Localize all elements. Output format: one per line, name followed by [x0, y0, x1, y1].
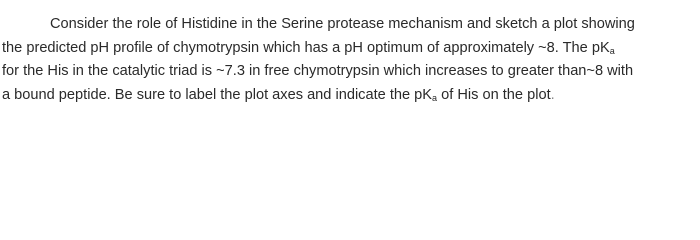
- question-line-3: for the His in the catalytic triad is ~7.3 in free chymotrypsin which increases to greater than~8 with: [2, 63, 634, 79]
- pka-subscript: a: [609, 45, 615, 56]
- question-line-4: [2, 84, 696, 108]
- question-line-4-period: .: [550, 86, 555, 103]
- question-line-2-text: the predicted pH profile of chymotrypsin which has a pH optimum of approximately ~8. The pK: [2, 39, 610, 56]
- question-line-2: [2, 37, 696, 61]
- question-line-4-text: a bound peptide. Be sure to label the plot axes and indicate the pK: [2, 86, 433, 103]
- question-line-1: Consider the role of Histidine in the Serine protease mechanism and sketch a plot showing: [50, 16, 635, 32]
- pka-subscript: a: [432, 92, 438, 103]
- question-text: [2, 13, 696, 107]
- question-line-4-end: of His on the plot: [437, 86, 551, 103]
